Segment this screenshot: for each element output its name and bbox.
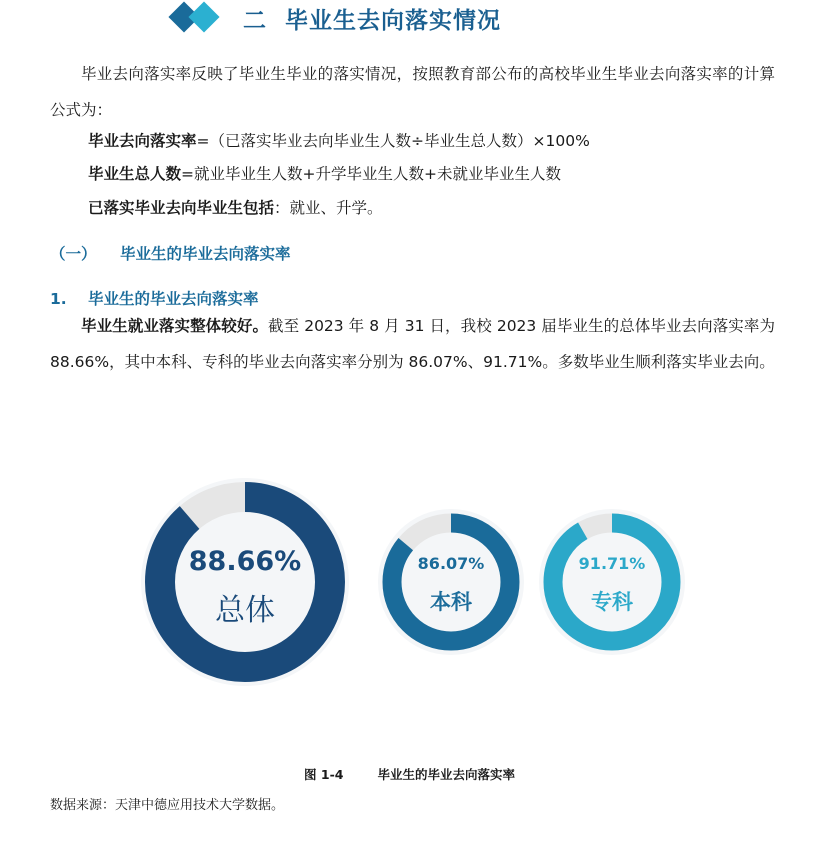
formula-placed — [88, 190, 383, 226]
formula-rate-term: 毕业去向落实率 — [88, 132, 197, 150]
subsection-title: 毕业生的毕业去向落实率 — [120, 245, 291, 263]
figure-caption-text: 毕业生的毕业去向落实率 — [377, 767, 515, 782]
section-number: 二 — [243, 7, 267, 34]
section-header — [165, 0, 501, 36]
figure-number: 图 1-4 — [304, 767, 344, 782]
item-number: 1. — [50, 290, 67, 308]
item-lead: 毕业生就业落实整体较好。 — [81, 317, 269, 335]
donut-vocational-value: 91.71% — [578, 554, 646, 573]
figure-caption — [0, 765, 819, 783]
subsection-heading — [50, 242, 291, 264]
item-body: 截至 2023 年 8 月 31 日，我校 2023 届毕业生的总体毕业去向落实率为 88.66%，其中本科、专科的毕业去向落实率分别为 86.07%、91.71%。多数毕业生顺利落实毕业去向。 — [50, 317, 775, 371]
item-heading — [50, 287, 259, 309]
donut-overall-label: 总体 — [215, 593, 275, 628]
donut-undergrad-label: 本科 — [430, 590, 472, 614]
data-source: 数据来源：天津中德应用技术大学数据。 — [50, 798, 285, 813]
donut-undergrad-value: 86.07% — [417, 554, 485, 573]
donut-overall — [138, 475, 352, 689]
item-paragraph — [50, 308, 775, 380]
formula-placed-term: 已落实毕业去向毕业生包括 — [88, 199, 275, 217]
subsection-number: （一） — [50, 245, 97, 263]
donut-overall-svg — [138, 475, 352, 689]
section-title-text: 毕业生去向落实情况 — [285, 7, 502, 34]
item-title: 毕业生的毕业去向落实率 — [88, 290, 259, 308]
donut-overall-value: 88.66% — [188, 546, 302, 577]
formula-rate-definition: =（已落实毕业去向毕业生人数÷毕业生总人数）×100% — [196, 132, 590, 150]
donut-undergrad — [376, 507, 526, 657]
donut-vocational-label: 专科 — [591, 590, 633, 614]
donut-vocational — [537, 507, 687, 657]
formula-placed-definition: ：就业、升学。 — [274, 199, 383, 217]
formula-total-term: 毕业生总人数 — [88, 165, 182, 183]
section-diamond-icon — [165, 0, 229, 36]
section-title — [243, 2, 501, 35]
formula-total-definition: =就业毕业生人数+升学毕业生人数+未就业毕业生人数 — [181, 165, 561, 183]
formula-total — [88, 156, 561, 192]
donut-undergrad-svg — [376, 507, 526, 657]
diamond-light-icon — [188, 1, 219, 32]
formula-rate — [88, 123, 590, 159]
intro-paragraph: 毕业去向落实率反映了毕业生毕业的落实情况，按照教育部公布的高校毕业生毕业去向落实率的计算公式为： — [50, 65, 775, 119]
donut-vocational-svg — [537, 507, 687, 657]
